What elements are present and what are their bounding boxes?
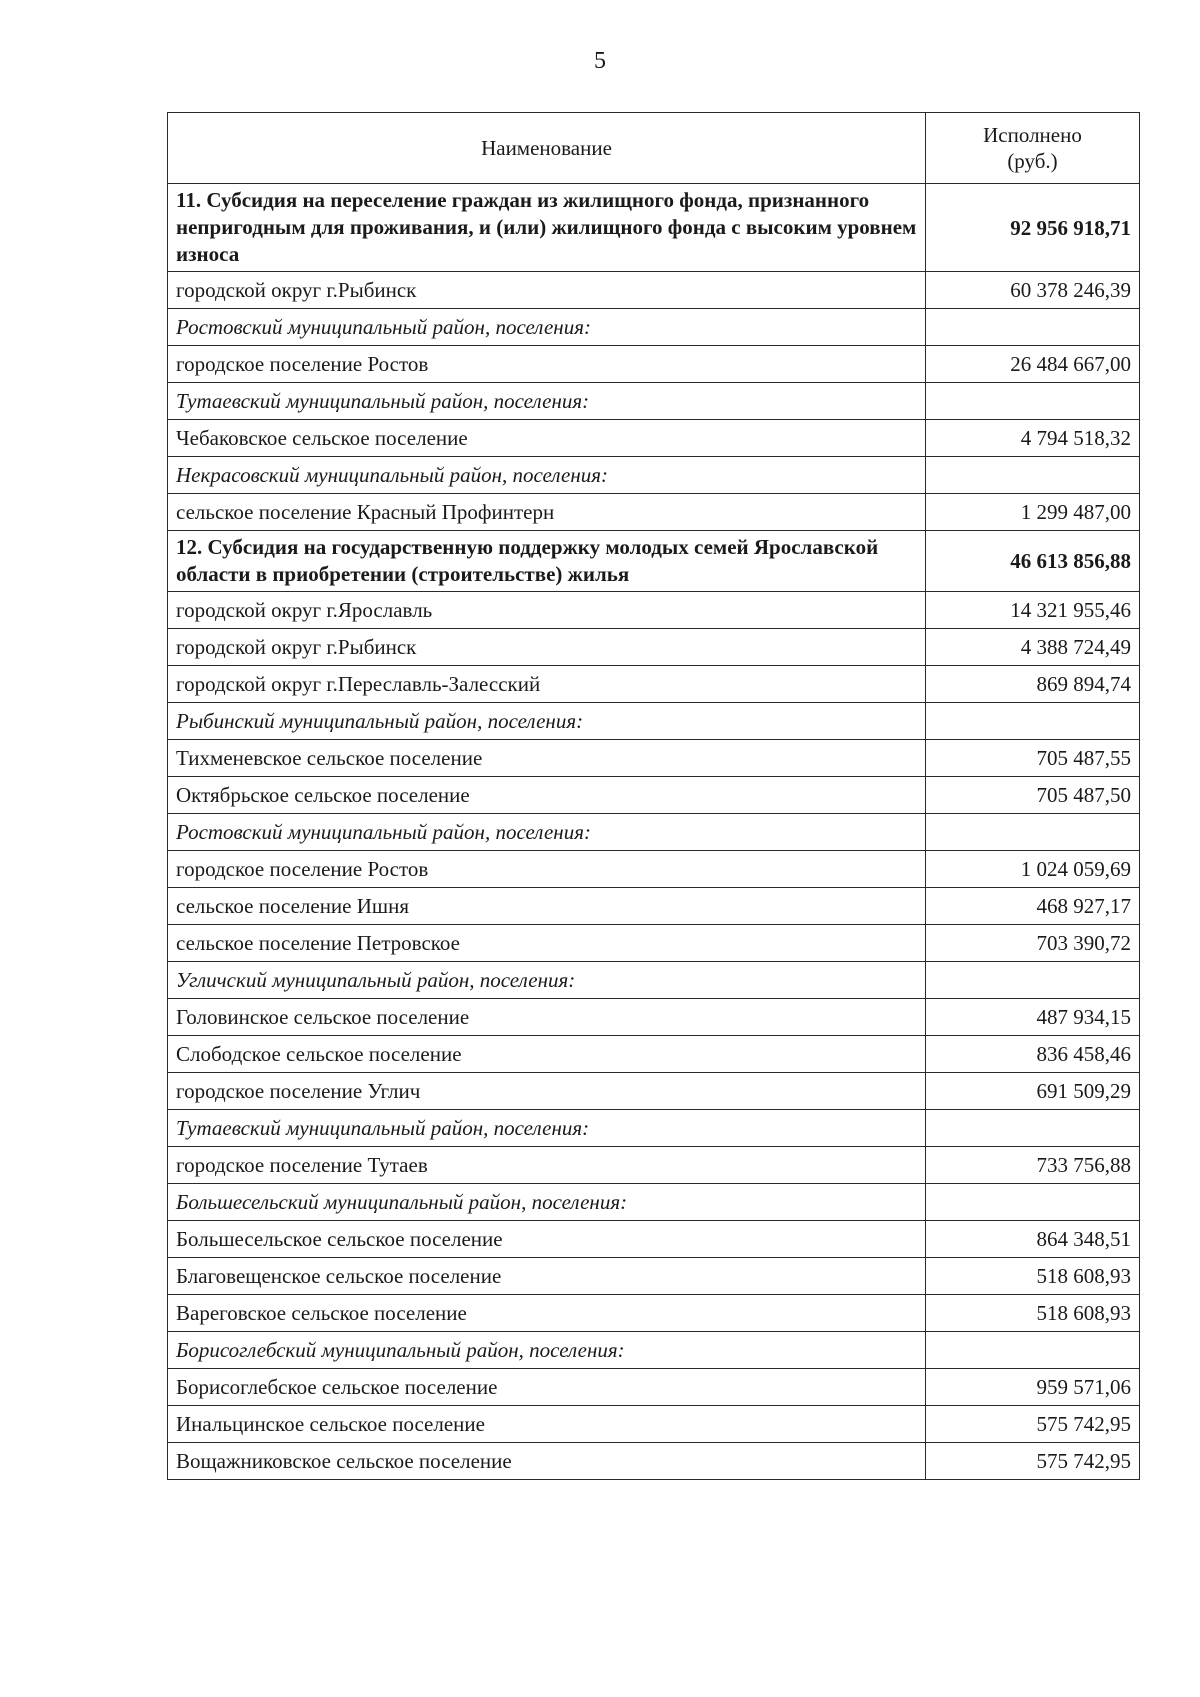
amount-cell: 518 608,93 [926,1258,1140,1295]
amount-cell: 703 390,72 [926,925,1140,962]
group-heading-row [168,814,1140,851]
district-heading: Угличский муниципальный район, поселения: [168,962,926,999]
amount-cell: 705 487,55 [926,740,1140,777]
table-row [168,851,1140,888]
amount-cell [926,814,1140,851]
table-row [168,592,1140,629]
group-heading-row [168,457,1140,494]
table-row [168,666,1140,703]
table-row [168,346,1140,383]
amount-cell: 575 742,95 [926,1443,1140,1480]
section-row [168,184,1140,272]
table-row [168,1443,1140,1480]
amount-cell [926,1332,1140,1369]
district-heading: Тутаевский муниципальный район, поселения: [168,383,926,420]
settlement-name: сельское поселение Ишня [168,888,926,925]
subsidy-table [167,112,1140,1480]
settlement-name: Вареговское сельское поселение [168,1295,926,1332]
settlement-name: Борисоглебское сельское поселение [168,1369,926,1406]
amount-cell [926,457,1140,494]
amount-cell: 864 348,51 [926,1221,1140,1258]
table-row [168,777,1140,814]
settlement-name: Инальцинское сельское поселение [168,1406,926,1443]
table-row [168,1036,1140,1073]
section-total: 92 956 918,71 [926,184,1140,272]
amount-cell [926,1184,1140,1221]
table-row [168,1369,1140,1406]
table-row [168,925,1140,962]
settlement-name: Вощажниковское сельское поселение [168,1443,926,1480]
table-row [168,888,1140,925]
amount-cell: 575 742,95 [926,1406,1140,1443]
amount-cell: 468 927,17 [926,888,1140,925]
group-heading-row [168,1110,1140,1147]
amount-cell: 733 756,88 [926,1147,1140,1184]
table-row [168,272,1140,309]
group-heading-row [168,962,1140,999]
table-body [168,184,1140,1480]
district-heading: Ростовский муниципальный район, поселения: [168,309,926,346]
amount-cell [926,309,1140,346]
district-heading: Борисоглебский муниципальный район, поселения: [168,1332,926,1369]
district-heading: Тутаевский муниципальный район, поселения: [168,1110,926,1147]
amount-cell: 518 608,93 [926,1295,1140,1332]
section-title: 12. Субсидия на государственную поддержку молодых семей Ярославской области в приобретении (строительстве) жилья [168,531,926,592]
district-heading: Ростовский муниципальный район, поселения: [168,814,926,851]
district-heading: Рыбинский муниципальный район, поселения: [168,703,926,740]
section-title: 11. Субсидия на переселение граждан из жилищного фонда, признанного непригодным для проживания, и (или) жилищного фонда с высоким уровнем износа [168,184,926,272]
amount-cell: 705 487,50 [926,777,1140,814]
settlement-name: сельское поселение Петровское [168,925,926,962]
amount-cell [926,962,1140,999]
settlement-name: Чебаковское сельское поселение [168,420,926,457]
table-row [168,1406,1140,1443]
settlement-name: городской округ г.Ярославль [168,592,926,629]
table-row [168,1147,1140,1184]
amount-cell: 14 321 955,46 [926,592,1140,629]
amount-cell: 4 794 518,32 [926,420,1140,457]
column-header-name: Наименование [168,113,926,184]
district-heading: Некрасовский муниципальный район, поселения: [168,457,926,494]
settlement-name: городской округ г.Переславль-Залесский [168,666,926,703]
settlement-name: Головинское сельское поселение [168,999,926,1036]
settlement-name: городское поселение Ростов [168,851,926,888]
group-heading-row [168,383,1140,420]
amount-cell: 487 934,15 [926,999,1140,1036]
group-heading-row [168,1332,1140,1369]
amount-cell [926,1110,1140,1147]
amount-cell: 836 458,46 [926,1036,1140,1073]
settlement-name: Слободское сельское поселение [168,1036,926,1073]
district-heading: Большесельский муниципальный район, поселения: [168,1184,926,1221]
section-row [168,531,1140,592]
group-heading-row [168,1184,1140,1221]
amount-cell: 869 894,74 [926,666,1140,703]
table-row [168,999,1140,1036]
table-row [168,1295,1140,1332]
column-header-value-line1: Исполнено [983,123,1082,147]
group-heading-row [168,309,1140,346]
settlement-name: сельское поселение Красный Профинтерн [168,494,926,531]
table-row [168,1073,1140,1110]
table-header [168,113,1140,184]
amount-cell: 691 509,29 [926,1073,1140,1110]
group-heading-row [168,703,1140,740]
settlement-name: городское поселение Ростов [168,346,926,383]
settlement-name: Октябрьское сельское поселение [168,777,926,814]
amount-cell: 60 378 246,39 [926,272,1140,309]
column-header-value-line2: (руб.) [1007,149,1058,173]
table-row [168,1258,1140,1295]
settlement-name: городское поселение Тутаев [168,1147,926,1184]
settlement-name: городской округ г.Рыбинск [168,272,926,309]
table-row [168,740,1140,777]
page-number: 5 [594,48,606,74]
amount-cell: 4 388 724,49 [926,629,1140,666]
amount-cell: 26 484 667,00 [926,346,1140,383]
amount-cell: 959 571,06 [926,1369,1140,1406]
settlement-name: городское поселение Углич [168,1073,926,1110]
table-row [168,420,1140,457]
amount-cell [926,703,1140,740]
settlement-name: городской округ г.Рыбинск [168,629,926,666]
table-row [168,629,1140,666]
amount-cell [926,383,1140,420]
amount-cell: 1 024 059,69 [926,851,1140,888]
table-row [168,1221,1140,1258]
table-row [168,494,1140,531]
section-total: 46 613 856,88 [926,531,1140,592]
settlement-name: Тихменевское сельское поселение [168,740,926,777]
amount-cell: 1 299 487,00 [926,494,1140,531]
settlement-name: Благовещенское сельское поселение [168,1258,926,1295]
column-header-value [926,113,1140,184]
settlement-name: Большесельское сельское поселение [168,1221,926,1258]
